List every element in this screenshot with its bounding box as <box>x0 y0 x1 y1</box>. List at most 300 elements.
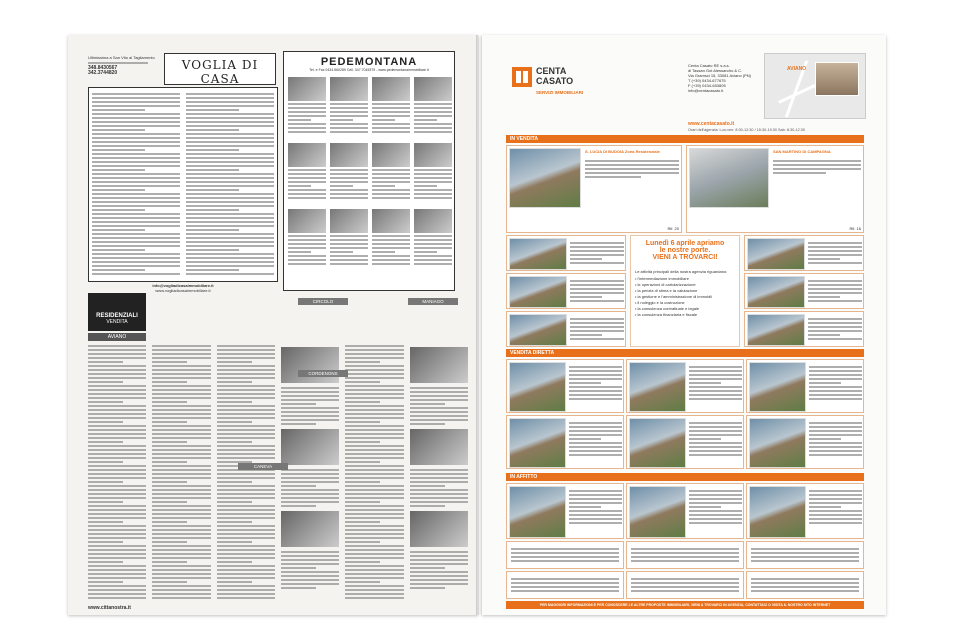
text-line <box>689 390 742 392</box>
text-line <box>414 263 452 265</box>
text-line <box>288 185 311 187</box>
text-line <box>372 263 410 265</box>
text-line <box>569 382 601 384</box>
text-line <box>186 105 274 107</box>
text-line <box>345 345 403 347</box>
text-line <box>809 498 862 500</box>
text-line <box>410 571 468 573</box>
text-line <box>345 421 380 423</box>
text-line <box>217 385 275 387</box>
text-line <box>186 109 239 111</box>
text-line <box>288 127 326 129</box>
text-line <box>88 453 146 455</box>
text-line <box>288 177 326 179</box>
text-line <box>414 181 452 183</box>
text-line <box>414 127 452 129</box>
text-line <box>689 422 742 424</box>
text-line <box>751 560 859 562</box>
text-line <box>288 259 326 261</box>
text-line <box>217 373 275 375</box>
listing-card <box>746 415 864 469</box>
listing-card <box>506 311 626 347</box>
promo-line1: Lunedì 6 aprile apriamo <box>645 240 725 247</box>
text-line <box>217 381 252 383</box>
text-line <box>689 494 742 496</box>
text-line <box>414 107 452 109</box>
text-line <box>345 509 403 511</box>
text-line <box>217 505 275 507</box>
text-line <box>88 521 123 523</box>
text-line <box>92 193 180 195</box>
text-line <box>186 257 274 259</box>
text-line <box>410 579 468 581</box>
text-line <box>217 425 275 427</box>
text-line <box>345 445 403 447</box>
text-line <box>88 437 146 439</box>
text-line <box>92 185 180 187</box>
text-line <box>414 239 452 241</box>
text-line <box>372 193 410 195</box>
text-line <box>372 259 410 261</box>
text-line <box>689 378 742 380</box>
text-line <box>570 288 624 290</box>
text-line <box>88 365 146 367</box>
text-line <box>217 573 275 575</box>
text-line <box>808 250 862 252</box>
text-line <box>152 509 210 511</box>
promo-item: • le operazioni di cartolarizzazione <box>635 282 696 287</box>
text-line <box>330 193 368 195</box>
text-line <box>217 493 275 495</box>
text-line <box>410 415 468 417</box>
text-line <box>345 597 403 599</box>
text-line <box>88 353 146 355</box>
text-line <box>152 345 210 347</box>
text-line <box>288 255 326 257</box>
text-line <box>152 553 210 555</box>
text-line <box>217 433 275 435</box>
text-line <box>414 111 452 113</box>
text-line <box>88 361 123 363</box>
promo-box <box>630 235 740 347</box>
right-page <box>482 35 886 615</box>
residenziali-header <box>88 293 146 331</box>
text-line <box>88 357 146 359</box>
voglia-di-casa-logo <box>164 53 276 85</box>
text-line <box>330 259 368 261</box>
text-line <box>92 117 180 119</box>
text-line <box>152 497 210 499</box>
text-line <box>186 221 274 223</box>
text-line <box>152 349 210 351</box>
text-line <box>217 585 275 587</box>
text-line <box>88 517 146 519</box>
text-line <box>345 481 380 483</box>
text-line <box>217 457 275 459</box>
text-line <box>345 565 403 567</box>
text-line <box>511 586 619 588</box>
text-line <box>288 111 326 113</box>
text-line <box>152 461 187 463</box>
text-line <box>186 265 274 267</box>
text-line <box>689 518 742 520</box>
text-line <box>410 407 468 409</box>
text-line <box>88 597 146 599</box>
text-line <box>281 473 339 475</box>
text-line <box>92 97 180 99</box>
text-line <box>511 578 619 580</box>
text-line <box>330 185 353 187</box>
text-line <box>809 438 841 440</box>
text-line <box>410 469 468 471</box>
text-line <box>569 454 622 456</box>
text-line <box>410 489 468 491</box>
text-line <box>689 502 742 504</box>
brand-line2: CASATO <box>536 76 574 86</box>
text-line <box>808 326 862 328</box>
text-line <box>414 259 452 261</box>
residenziali-sub: VENDITA <box>106 319 128 325</box>
text-line <box>288 235 326 237</box>
text-line <box>345 429 403 431</box>
text-line <box>152 433 210 435</box>
text-line <box>152 365 210 367</box>
text-line <box>152 373 210 375</box>
text-line <box>808 258 840 260</box>
text-line <box>152 405 210 407</box>
text-line <box>345 537 403 539</box>
text-line <box>410 559 468 561</box>
text-line <box>288 247 326 249</box>
text-line <box>281 583 339 585</box>
text-line <box>281 419 339 421</box>
text-line <box>88 525 146 527</box>
text-line <box>330 173 368 175</box>
text-line <box>689 394 742 396</box>
text-line <box>345 525 403 527</box>
text-line <box>809 398 862 400</box>
text-line <box>570 242 624 244</box>
text-line <box>809 522 862 524</box>
text-line <box>88 405 146 407</box>
text-line <box>92 109 145 111</box>
text-line <box>410 477 468 479</box>
text-line <box>92 165 180 167</box>
text-line <box>414 235 452 237</box>
text-line <box>92 133 180 135</box>
text-line <box>152 361 187 363</box>
affitto-text-card <box>506 571 624 599</box>
text-line <box>152 549 210 551</box>
text-line <box>88 457 146 459</box>
text-line <box>88 549 146 551</box>
text-line <box>281 551 339 553</box>
text-line <box>92 125 180 127</box>
text-line <box>217 569 275 571</box>
text-line <box>186 97 274 99</box>
pedemontana-listing <box>288 209 326 271</box>
text-line <box>152 485 210 487</box>
company-address: Via Gramsci 15, 33081 Aviano (PN) <box>688 73 751 78</box>
listing-photo <box>749 362 806 412</box>
text-line <box>186 261 274 263</box>
text-line <box>570 318 624 320</box>
listing-photo <box>509 276 567 308</box>
text-line <box>88 481 123 483</box>
text-line <box>414 119 437 121</box>
text-line <box>345 425 403 427</box>
text-line <box>569 502 622 504</box>
pedemontana-contact: Tel. e Fax 0434.560289 Cell. 347.7045379 - www.pedemontanaimmobiliare.it <box>309 68 429 72</box>
text-line <box>345 361 380 363</box>
text-line <box>186 181 274 183</box>
text-line <box>217 577 275 579</box>
text-line <box>569 450 622 452</box>
text-line <box>345 557 403 559</box>
text-line <box>345 533 403 535</box>
promo-line2: le nostre porte. <box>659 247 711 254</box>
brand-sub: SERVIZI IMMOBILIARI <box>536 90 584 95</box>
residenziali-label: RESIDENZIALI <box>96 313 138 319</box>
listing-photo <box>747 238 805 270</box>
promo-item: • la consulenza contrattuale e legale <box>635 306 700 311</box>
text-line <box>281 493 339 495</box>
promo-item: • la consulenza finanziaria e fiscale <box>635 312 698 317</box>
text-line <box>689 450 742 452</box>
text-line <box>186 101 274 103</box>
text-line <box>511 560 619 562</box>
text-line <box>689 398 742 400</box>
listing-photo <box>629 486 686 538</box>
text-line <box>414 115 452 117</box>
text-line <box>631 582 739 584</box>
text-line <box>345 541 380 543</box>
text-line <box>809 386 862 388</box>
text-line <box>689 386 742 388</box>
text-line <box>152 569 210 571</box>
text-line <box>689 442 742 444</box>
text-line <box>281 387 339 389</box>
text-line <box>345 377 403 379</box>
text-line <box>186 117 274 119</box>
text-line <box>152 513 210 515</box>
text-line <box>92 101 180 103</box>
text-line <box>330 251 353 253</box>
text-line <box>92 245 180 247</box>
text-line <box>92 157 180 159</box>
text-line <box>92 137 180 139</box>
section-vendita-diretta: VENDITA DIRETTA <box>506 349 864 357</box>
text-line <box>186 185 274 187</box>
text-line <box>689 434 742 436</box>
text-line <box>152 585 210 587</box>
text-line <box>88 425 146 427</box>
text-line <box>751 578 859 580</box>
text-line <box>217 449 275 451</box>
text-line <box>751 590 859 592</box>
text-line <box>570 262 624 264</box>
voglia-footer <box>88 283 278 293</box>
voglia-listings <box>88 87 278 282</box>
text-line <box>808 296 840 298</box>
listing-photo <box>410 347 468 383</box>
affitto-text-card <box>506 541 624 569</box>
text-line <box>808 334 840 336</box>
text-line <box>186 161 274 163</box>
text-line <box>88 449 146 451</box>
text-line <box>372 235 410 237</box>
text-line <box>152 537 210 539</box>
text-line <box>152 381 187 383</box>
text-line <box>345 353 403 355</box>
listing-photo <box>747 276 805 308</box>
listing-photo <box>509 314 567 346</box>
text-line <box>809 378 862 380</box>
top-ad <box>88 55 163 76</box>
promo-item: • il noleggio e la costruzione <box>635 300 685 305</box>
listing-card <box>626 359 744 413</box>
text-line <box>569 390 622 392</box>
text-line <box>809 422 862 424</box>
text-line <box>689 446 742 448</box>
text-line <box>152 449 210 451</box>
text-line <box>88 561 123 563</box>
text-line <box>809 370 862 372</box>
text-line <box>281 411 339 413</box>
text-line <box>217 353 275 355</box>
text-line <box>88 433 146 435</box>
text-line <box>281 395 339 397</box>
text-line <box>410 567 445 569</box>
text-line <box>88 501 123 503</box>
text-line <box>281 423 316 425</box>
pedemontana-listing <box>330 143 368 205</box>
text-line <box>217 525 275 527</box>
text-line <box>88 489 146 491</box>
text-line <box>570 296 602 298</box>
text-line <box>345 581 380 583</box>
text-line <box>288 115 326 117</box>
text-line <box>372 239 410 241</box>
text-line <box>281 501 339 503</box>
text-line <box>569 394 622 396</box>
listing-photo <box>749 486 806 538</box>
text-line <box>88 505 146 507</box>
text-line <box>809 502 862 504</box>
feature-listing-1 <box>506 145 682 233</box>
text-line <box>152 525 210 527</box>
text-line <box>88 349 146 351</box>
listing-photo <box>629 362 686 412</box>
text-line <box>88 573 146 575</box>
text-line <box>330 255 368 257</box>
text-line <box>345 365 403 367</box>
text-line <box>330 263 368 265</box>
text-line <box>217 365 275 367</box>
cordenons-header: CORDENONS <box>298 370 348 377</box>
text-line <box>345 397 403 399</box>
text-line <box>281 485 316 487</box>
text-line <box>217 357 275 359</box>
text-line <box>288 131 326 133</box>
text-line <box>217 413 275 415</box>
text-line <box>345 505 403 507</box>
text-line <box>152 481 187 483</box>
text-line <box>281 563 339 565</box>
text-line <box>88 513 146 515</box>
company-fax: F (+39) 0434-653805 <box>688 83 726 88</box>
text-line <box>410 399 468 401</box>
text-line <box>88 569 146 571</box>
text-line <box>570 300 624 302</box>
text-line <box>330 115 368 117</box>
listing-photo <box>629 418 686 468</box>
maniago-header: MANIAGO <box>408 298 458 305</box>
text-line <box>186 217 274 219</box>
text-line <box>186 129 239 131</box>
listing-card <box>506 235 626 271</box>
text-line <box>569 430 622 432</box>
text-line <box>152 473 210 475</box>
text-line <box>372 255 410 257</box>
feature2-ref: Rif. 16 <box>849 226 861 231</box>
text-line <box>569 494 622 496</box>
text-line <box>345 381 380 383</box>
text-line <box>410 473 468 475</box>
text-line <box>88 557 146 559</box>
text-line <box>569 518 622 520</box>
text-line <box>92 261 180 263</box>
text-line <box>152 437 210 439</box>
text-line <box>186 149 239 151</box>
text-line <box>414 189 452 191</box>
listing-photo <box>281 429 339 465</box>
text-line <box>345 369 403 371</box>
feature2-title: SAN MARTINO DI CAMPAGNA <box>773 149 831 154</box>
text-line <box>689 438 721 440</box>
text-line <box>330 177 368 179</box>
text-line <box>751 586 859 588</box>
text-line <box>569 446 622 448</box>
text-line <box>281 587 316 589</box>
text-line <box>345 489 403 491</box>
text-line <box>152 533 210 535</box>
text-line <box>186 273 274 275</box>
text-line <box>410 551 468 553</box>
text-line <box>92 177 180 179</box>
text-line <box>152 493 210 495</box>
listing-card <box>506 359 624 413</box>
text-line <box>410 587 445 589</box>
text-line <box>414 197 452 199</box>
text-line <box>569 514 622 516</box>
text-line <box>372 115 410 117</box>
text-line <box>186 213 274 215</box>
text-line <box>410 485 445 487</box>
text-line <box>217 553 275 555</box>
text-line <box>92 201 180 203</box>
text-line <box>88 381 123 383</box>
text-line <box>372 111 410 113</box>
text-line <box>288 173 326 175</box>
text-line <box>152 393 210 395</box>
listing-card <box>746 359 864 413</box>
text-line <box>372 173 410 175</box>
text-line <box>152 457 210 459</box>
pedemontana-listing <box>330 77 368 139</box>
company-line2: di Tassan Got Alessandro & C. <box>688 68 743 73</box>
text-line <box>88 393 146 395</box>
